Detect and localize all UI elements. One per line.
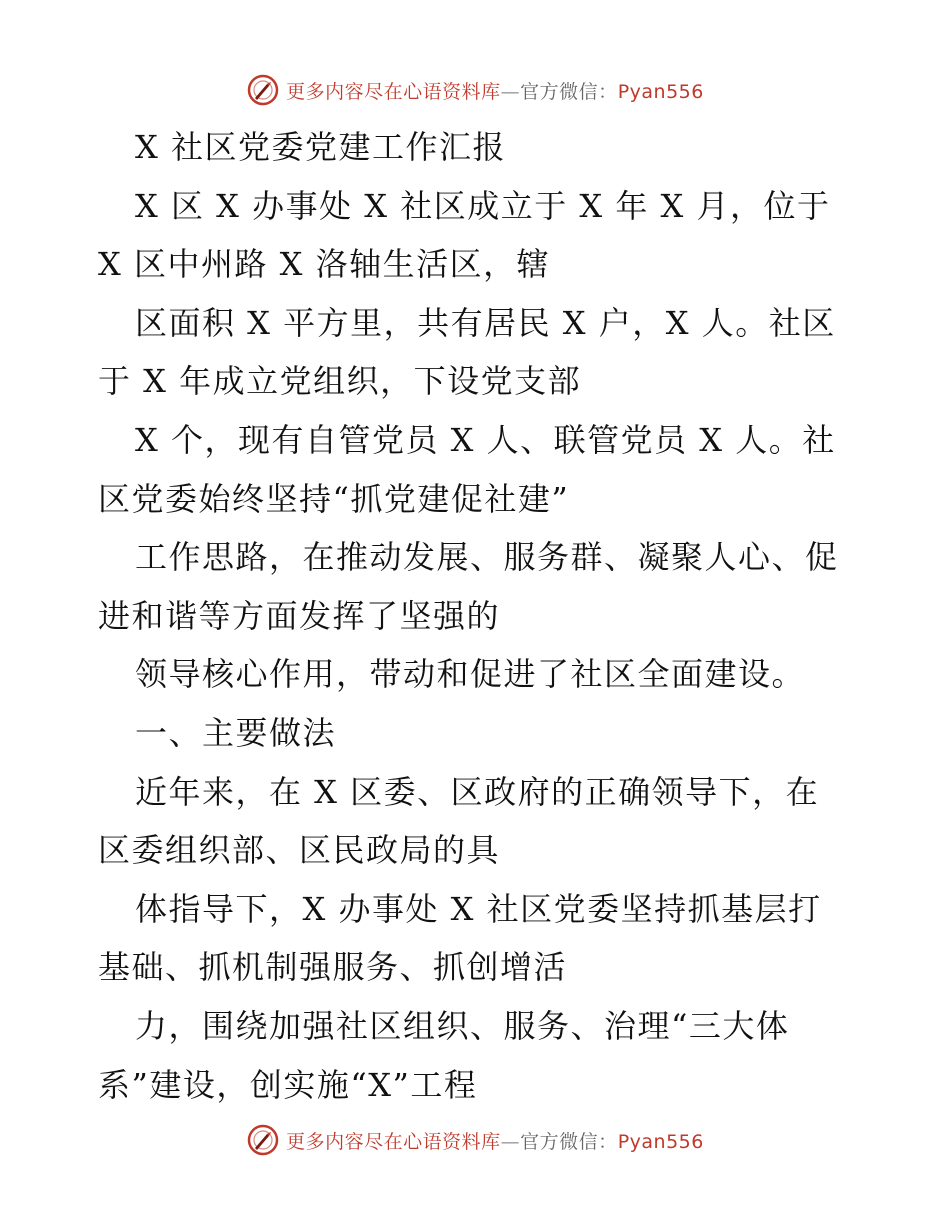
watermark-wechat-id: Pyan556	[617, 1130, 704, 1153]
header-watermark	[0, 70, 950, 110]
watermark-brand-text: 更多内容尽在心语资料库	[286, 80, 501, 103]
paragraph-line: 力，围绕加强社区组织、服务、治理“三大体	[135, 1006, 790, 1045]
watermark-separator: —	[500, 80, 521, 103]
document-title: X 社区党委党建工作汇报	[135, 128, 506, 166]
watermark-wechat-id: Pyan556	[617, 80, 704, 103]
paragraph-line: X 区 X 办事处 X 社区成立于 X 年 X 月，位于	[135, 186, 831, 225]
watermark-official-label: 官方微信：	[520, 1130, 618, 1153]
paragraph-line: 区委组织部、区民政局的具	[98, 831, 501, 870]
paragraph-line: X 区中州路 X 洛轴生活区，辖	[98, 245, 551, 284]
pen-nib-logo-icon	[246, 1123, 280, 1157]
section-heading: 一、主要做法	[135, 713, 337, 752]
paragraph-line: 系”建设，创实施“X”工程	[98, 1065, 478, 1104]
document-body	[98, 118, 858, 1114]
paragraph-line: 近年来，在 X 区委、区政府的正确领导下，在	[135, 772, 820, 811]
paragraph-line: 体指导下，X 办事处 X 社区党委坚持抓基层打	[135, 889, 822, 928]
paragraph-line: 基础、抓机制强服务、抓创增活	[98, 948, 568, 987]
paragraph-line: 领导核心作用，带动和促进了社区全面建设。	[135, 655, 806, 694]
paragraph-line: X 个，现有自管党员 X 人、联管党员 X 人。社	[135, 420, 836, 459]
pen-nib-logo-icon	[246, 73, 280, 107]
watermark-separator: —	[500, 1130, 521, 1153]
paragraph-line: 区党委始终坚持“抓党建促社建”	[98, 479, 570, 518]
paragraph-line: 进和谐等方面发挥了坚强的	[98, 596, 501, 635]
footer-watermark	[0, 1120, 950, 1160]
paragraph-line: 工作思路，在推动发展、服务群、凝聚人心、促	[135, 538, 839, 577]
watermark-brand-text: 更多内容尽在心语资料库	[286, 1130, 501, 1153]
paragraph-line: 于 X 年成立党组织，下设党支部	[98, 362, 582, 401]
paragraph-line: 区面积 X 平方里，共有居民 X 户，X 人。社区	[135, 303, 836, 342]
watermark-official-label: 官方微信：	[520, 80, 618, 103]
